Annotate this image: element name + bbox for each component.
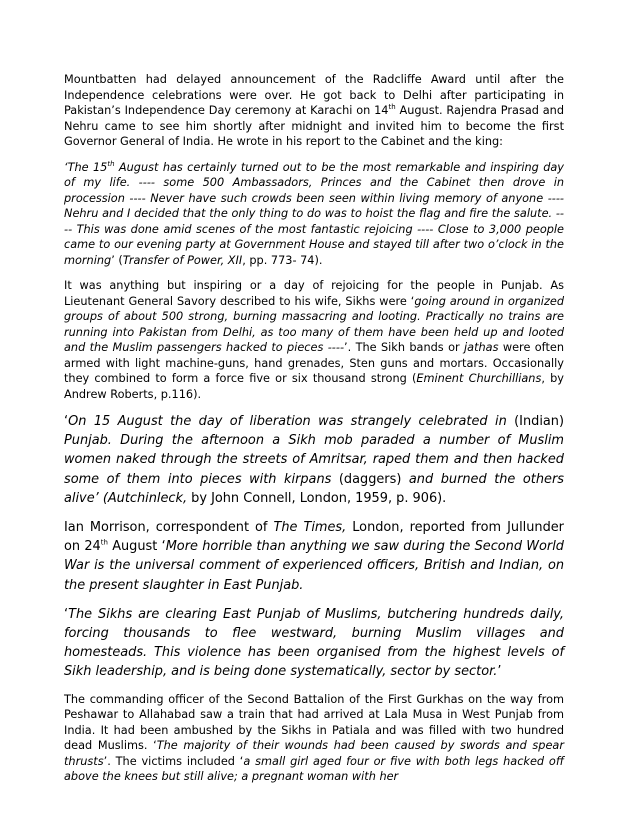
paragraph-gurkhas (64, 692, 564, 785)
text-run: Ian Morrison, correspondent of (64, 520, 274, 536)
text-run: ’. The victims included ‘ (103, 754, 244, 768)
italic-text-run: The Times, (273, 520, 347, 536)
text-run: (daggers) (331, 471, 409, 487)
italic-text-run: ‘The 15 (64, 160, 108, 174)
text-run: Mountbatten had delayed announcement of the Radcliffe Award until after the Independence celebrations were over. He got back to Delhi after participating in Pakistan’s Independence Day ceremony at Karachi on 14 (64, 73, 564, 117)
text-run: (Indian) (506, 414, 565, 429)
italic-text-run: Transfer of Power, XII (122, 253, 243, 267)
text-run: were often armed with light machine-guns, hand grenades, Sten guns and mortars. Occasionally they combined to form a force five or six thousand strong ( (64, 341, 565, 385)
text-run: by John Connell, London, 1959, p. 906). (187, 490, 447, 506)
italic-text-run: going around in organized groups of about 500 strong, burning massacring and looting. Practically no trains are running into Pakistan from Delhi, as too many of them have been held up and looted and the Muslim passengers hacked to pieces ---- (64, 294, 565, 354)
paragraph-morrison-quote (64, 605, 564, 682)
italic-text-run: The majority of their wounds had been caused by swords and spear thrusts (64, 739, 564, 768)
superscript-text: th (107, 159, 115, 168)
text-run: It was anything but inspiring or a day of rejoicing for the people in Punjab. As Lieutenant General Savory described to his wife, Sikhs were ‘ (64, 279, 564, 308)
italic-text-run: Punjab. During the afternoon a Sikh mob paraded a number of Muslim women naked through the streets of Amritsar, raped them and then hacked some of them into pieces with kirpans (64, 433, 564, 487)
italic-text-run: On 15 August the day of liberation was strangely celebrated in (68, 414, 507, 429)
text-run: ‘ (64, 414, 69, 429)
italic-text-run: More horrible than anything we saw during the Second World War is the universal comment of experienced officers, British and Indian, on the present slaughter in East Punjab. (64, 539, 564, 593)
text-run: August. Rajendra Prasad and Nehru came to see him shortly after midnight and invited him to become the first Governor General of India. He wrote in his report to the Cabinet and the king: (64, 104, 564, 148)
body-text (64, 72, 564, 795)
paragraph-savory (64, 278, 564, 402)
text-run: , by Andrew Roberts, p.116). (64, 372, 564, 401)
italic-text-run: a small girl aged four or five with both legs hacked off above the knees but still alive; a pregnant woman with her (64, 754, 564, 784)
paragraph-mountbatten-quote (64, 160, 564, 269)
text-run: ’. The Sikh bands or (344, 341, 465, 354)
text-run: ’ (497, 664, 502, 680)
text-run: ’ ( (111, 253, 123, 267)
italic-text-run: and burned the others alive’ (Autchinleck, (64, 471, 564, 506)
italic-text-run: August has certainly turned out to be the most remarkable and inspiring day of my life. ---- some 500 Ambassadors, Princes and the Cabinet then drove in procession ---- Never have such crowds been seen within living memory of anyone ---- Nehru and I decided that the only thing to do was to hoist the flag and fire the salute. ---- This was done amid scenes of the most fantastic rejoicing ---- Close to 3,000 people came to our evening party at Government House and stayed till after two o’clock in the morning (64, 160, 564, 267)
text-run: , pp. 773- 74). (242, 253, 323, 267)
text-run: August ‘ (107, 539, 166, 555)
superscript-text: th (100, 538, 108, 547)
text-run: London, reported from Jullunder on 24 (64, 520, 564, 555)
italic-text-run: The Sikhs are clearing East Punjab of Muslims, butchering hundreds daily, forcing thousands to flee westward, burning Muslim villages and homesteads. This violence has been organised from the highest levels of Sikh leadership, and is being done systematically, sector by sector. (64, 606, 564, 680)
paragraph-morrison (64, 518, 564, 595)
italic-text-run: Eminent Churchillians (416, 372, 542, 385)
text-run: ‘ (64, 606, 69, 622)
superscript-text: th (388, 103, 396, 112)
italic-text-run: jathas (464, 341, 499, 354)
paragraph-mountbatten-report (64, 72, 564, 150)
paragraph-autchinleck (64, 412, 564, 508)
text-run: The commanding officer of the Second Battalion of the First Gurkhas on the way from Peshawar to Allahabad saw a train that had arrived at Lala Musa in West Punjab from India. It had been ambushed by the Sikhs in Patiala and was filled with two hundred dead Muslims. ‘ (64, 692, 564, 753)
